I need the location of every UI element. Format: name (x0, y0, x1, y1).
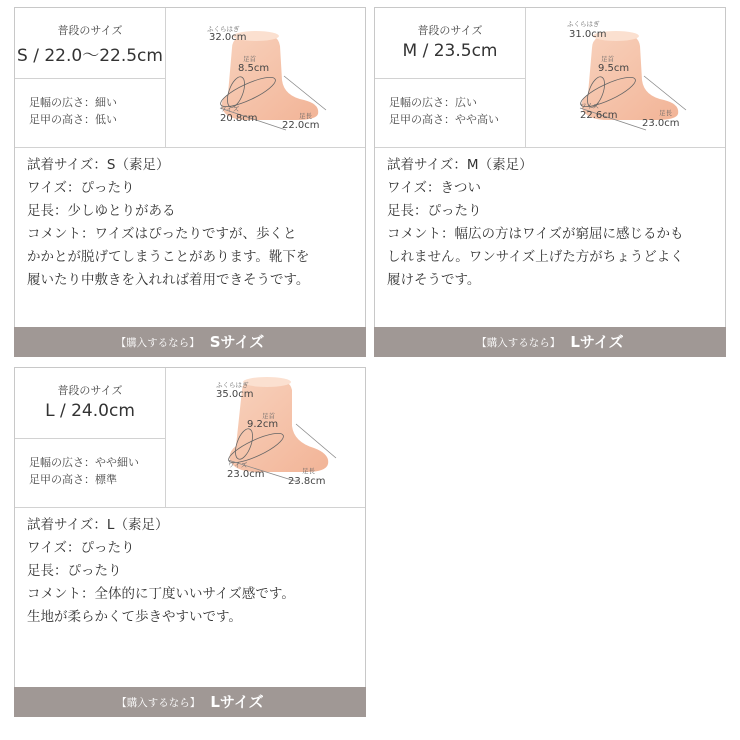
review-line: 履けそうです。 (387, 272, 481, 288)
review-line: かかとが脱げてしまうことがあります。靴下を (27, 249, 310, 265)
review-line: コメント：幅広の方はワイズが窮屈に感じるかも (387, 226, 684, 242)
card-header (375, 8, 725, 148)
length-value: 23.8cm (288, 476, 326, 487)
ankle-label: 足首 (243, 55, 256, 63)
foot-width-text: 足幅の広さ：細い (29, 96, 117, 109)
ankle-value: 9.5cm (598, 63, 630, 74)
usual-size-label: 普段のサイズ (57, 384, 123, 397)
review-line: 足長：ぴったり (27, 563, 122, 579)
foot-width-text: 足幅の広さ：広い (389, 96, 477, 109)
instep-height-text: 足甲の高さ：標準 (29, 473, 117, 486)
calf-value: 32.0cm (209, 32, 247, 43)
instep-height-text: 足甲の高さ：低い (29, 113, 117, 126)
length-label: 足長 (302, 467, 315, 475)
foot-icon (166, 8, 365, 147)
review-card-2 (374, 7, 726, 357)
length-label: 足長 (299, 112, 312, 120)
recommendation-bar (14, 327, 366, 357)
wise-label: ワイズ (228, 461, 248, 469)
review-line: 足長：少しゆとりがある (27, 203, 176, 219)
review-text (27, 154, 309, 292)
recommended-size: Lサイズ (570, 333, 624, 351)
review-line: ワイズ：きつい (387, 180, 481, 196)
calf-label: ふくらはぎ (207, 25, 240, 33)
recommendation-prefix: 【購入するなら】 (476, 337, 561, 349)
wise-label: ワイズ (580, 102, 600, 110)
foot-icon (526, 8, 725, 147)
length-value: 23.0cm (642, 118, 680, 129)
usual-size-value: M / 23.5cm (402, 41, 498, 61)
wise-value: 20.8cm (220, 113, 258, 124)
review-line: コメント：全体的に丁度いいサイズ感です。 (27, 586, 295, 602)
recommendation-prefix: 【購入するなら】 (115, 337, 200, 349)
review-line: 試着サイズ：M（素足） (387, 157, 533, 173)
review-text (27, 514, 295, 629)
calf-value: 35.0cm (216, 389, 254, 400)
length-value: 22.0cm (282, 120, 320, 131)
recommended-size: Sサイズ (209, 333, 265, 351)
review-line: ワイズ：ぴったり (27, 540, 135, 556)
review-line: 生地が柔らかくて歩きやすいです。 (27, 609, 242, 625)
wise-label: ワイズ (220, 105, 240, 113)
review-line: コメント：ワイズはぴったりですが、歩くと (27, 226, 297, 242)
size-info (375, 8, 526, 147)
wise-value: 22.6cm (580, 110, 618, 121)
calf-value: 31.0cm (569, 29, 607, 40)
foot-illustration (526, 8, 725, 147)
card-header (15, 368, 365, 508)
recommendation-bar (374, 327, 726, 357)
review-card-1 (14, 7, 366, 357)
size-info (15, 8, 166, 147)
size-info (15, 368, 166, 507)
wise-value: 23.0cm (227, 469, 265, 480)
review-line: 履いたり中敷きを入れれば着用できそうです。 (27, 272, 310, 288)
usual-size-value: L / 24.0cm (45, 401, 135, 421)
foot-width-text: 足幅の広さ：やや細い (29, 456, 139, 469)
recommended-size: Lサイズ (210, 693, 264, 711)
review-text (387, 154, 684, 292)
usual-size-box (15, 368, 165, 439)
foot-icon (166, 368, 365, 507)
instep-height-text: 足甲の高さ：やや高い (389, 113, 499, 126)
calf-label: ふくらはぎ (216, 381, 249, 389)
review-line: 足長：ぴったり (387, 203, 482, 219)
card-header (15, 8, 365, 148)
usual-size-label: 普段のサイズ (417, 24, 483, 37)
review-line: 試着サイズ：S（素足） (27, 157, 170, 173)
review-line: ワイズ：ぴったり (27, 180, 135, 196)
foot-features (29, 454, 139, 488)
calf-label: ふくらはぎ (567, 20, 600, 28)
usual-size-box (15, 8, 165, 79)
recommendation-prefix: 【購入するなら】 (116, 697, 201, 709)
usual-size-box (375, 8, 525, 79)
usual-size-label: 普段のサイズ (57, 24, 123, 37)
ankle-label: 足首 (601, 55, 614, 63)
ankle-label: 足首 (262, 412, 275, 420)
length-label: 足長 (659, 109, 672, 117)
foot-features (389, 94, 499, 128)
foot-illustration (166, 368, 365, 507)
review-card-3 (14, 367, 366, 717)
ankle-value: 8.5cm (238, 63, 270, 74)
review-line: しれません。ワンサイズ上げた方がちょうどよく (387, 249, 684, 265)
review-line: 試着サイズ：L（素足） (27, 517, 169, 533)
foot-illustration (166, 8, 365, 147)
usual-size-value: S / 22.0〜22.5cm (17, 46, 163, 66)
recommendation-bar (14, 687, 366, 717)
ankle-value: 9.2cm (247, 419, 279, 430)
foot-features (29, 94, 117, 128)
